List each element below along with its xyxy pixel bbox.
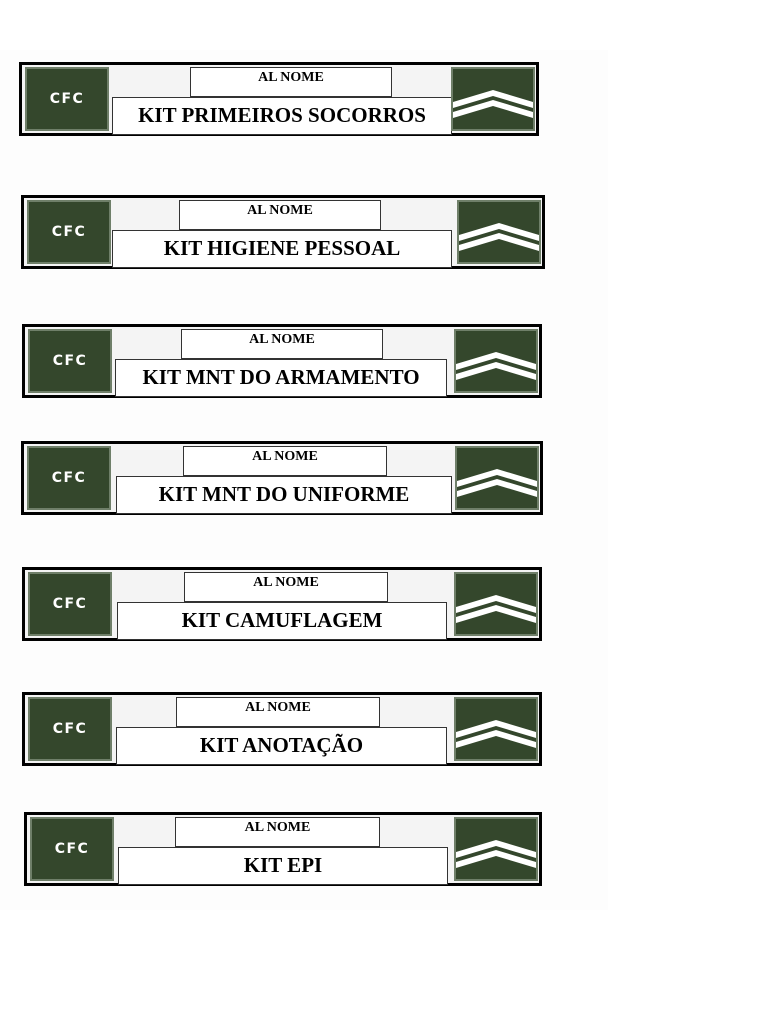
cfc-badge [27, 446, 111, 510]
kit-label [22, 567, 542, 641]
kit-title: KIT ANOTAÇÃO [116, 727, 447, 765]
kit-title: KIT MNT DO ARMAMENTO [115, 359, 447, 397]
kit-label [22, 324, 542, 398]
chevron-insignia-icon [454, 329, 538, 393]
kit-title: KIT HIGIENE PESSOAL [112, 230, 452, 268]
kit-label [21, 195, 545, 269]
name-field: AL NOME [181, 329, 383, 359]
name-field: AL NOME [190, 67, 392, 97]
chevron-insignia-icon [457, 200, 541, 264]
cfc-badge [27, 200, 111, 264]
kit-label [24, 812, 542, 886]
cfc-badge [30, 817, 114, 881]
name-field: AL NOME [179, 200, 381, 230]
cfc-text: CFC [52, 596, 88, 612]
name-field: AL NOME [176, 697, 380, 727]
cfc-badge [25, 67, 109, 131]
kit-title: KIT MNT DO UNIFORME [116, 476, 452, 514]
cfc-text: CFC [51, 224, 87, 240]
chevron-insignia-icon [454, 817, 538, 881]
chevron-insignia-icon [454, 697, 538, 761]
name-field: AL NOME [184, 572, 388, 602]
kit-title: KIT CAMUFLAGEM [117, 602, 447, 640]
kit-title: KIT EPI [118, 847, 448, 885]
cfc-text: CFC [51, 470, 87, 486]
kit-title: KIT PRIMEIROS SOCORROS [112, 97, 452, 135]
cfc-text: CFC [49, 91, 85, 107]
cfc-text: CFC [54, 841, 90, 857]
cfc-badge [28, 572, 112, 636]
chevron-insignia-icon [454, 572, 538, 636]
cfc-badge [28, 329, 112, 393]
chevron-insignia-icon [451, 67, 535, 131]
chevron-insignia-icon [455, 446, 539, 510]
cfc-text: CFC [52, 353, 88, 369]
kit-label [21, 441, 543, 515]
name-field: AL NOME [183, 446, 387, 476]
name-field: AL NOME [175, 817, 380, 847]
kit-label [19, 62, 539, 136]
kit-label [22, 692, 542, 766]
cfc-text: CFC [52, 721, 88, 737]
cfc-badge [28, 697, 112, 761]
